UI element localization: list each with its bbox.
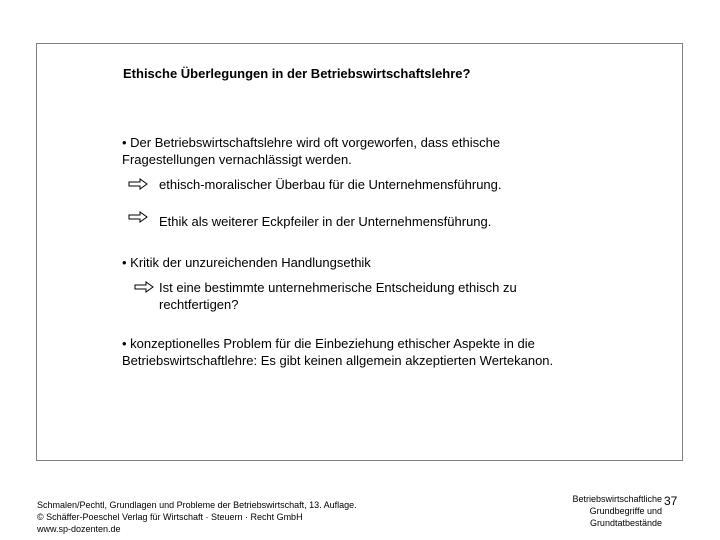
- footer-citation-line1: Schmalen/Pechtl, Grundlagen und Probleme der Betriebswirtschaft, 13. Auflage.: [37, 500, 357, 510]
- arrow-item-entscheidung: [159, 279, 517, 313]
- bullet-vorwurf-line2: Fragestellungen vernachlässigt werden.: [122, 152, 352, 167]
- bullet-wertekanon-line2: Betriebswirtschaftlehre: Es gibt keinen allgemein akzeptierten Wertekanon.: [122, 353, 554, 368]
- slide-frame: [36, 43, 683, 461]
- footer-citation: [37, 499, 357, 535]
- arrow-right-icon: [134, 281, 154, 293]
- bullet-wertekanon-line1: • konzeptionelles Problem für die Einbeziehung ethischer Aspekte in die: [122, 336, 535, 351]
- footer-chapter: [548, 493, 662, 529]
- arrow-item-ueberbau: ethisch-moralischer Überbau für die Unternehmensführung.: [159, 177, 502, 192]
- footer-chapter-line2: Grundbegriffe und: [589, 506, 662, 516]
- slide-title: Ethische Überlegungen in der Betriebswirtschaftslehre?: [123, 66, 471, 81]
- arrow-item-entscheidung-line2: rechtfertigen?: [159, 297, 239, 312]
- footer-website[interactable]: www.sp-dozenten.de: [37, 524, 121, 534]
- bullet-vorwurf: [122, 134, 500, 168]
- bullet-handlungsethik: • Kritik der unzureichenden Handlungsethik: [122, 255, 371, 270]
- page-number: 37: [664, 494, 678, 508]
- footer-chapter-line3: Grundtatbestände: [589, 518, 662, 528]
- arrow-right-icon: [128, 178, 148, 190]
- arrow-right-icon: [128, 211, 148, 223]
- bullet-wertekanon: [122, 335, 553, 369]
- arrow-item-eckpfeiler: Ethik als weiterer Eckpfeiler in der Unternehmensführung.: [159, 214, 492, 229]
- arrow-item-entscheidung-line1: Ist eine bestimmte unternehmerische Entscheidung ethisch zu: [159, 280, 517, 295]
- footer-chapter-line1: Betriebswirtschaftliche: [572, 494, 662, 504]
- footer-citation-line2: © Schäffer-Poeschel Verlag für Wirtschaft · Steuern · Recht GmbH: [37, 512, 303, 522]
- bullet-vorwurf-line1: • Der Betriebswirtschaftslehre wird oft vorgeworfen, dass ethische: [122, 135, 501, 150]
